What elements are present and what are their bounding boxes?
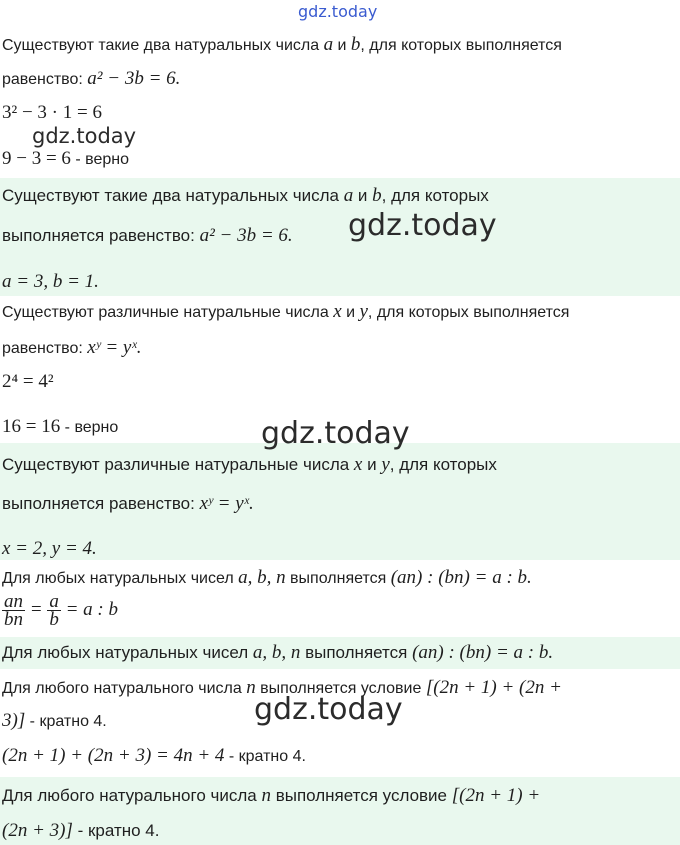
text: выполняется (300, 643, 413, 662)
math-equation: 16 = 16 (2, 416, 61, 437)
math-equation: (an) : (bn) = a : b. (412, 642, 554, 663)
text-line (2, 226, 293, 246)
text-line (2, 35, 562, 56)
math-var: b (372, 185, 382, 206)
watermark: gdz.today (261, 416, 410, 451)
math-var: b (350, 34, 361, 55)
text-line (2, 568, 532, 589)
text: Существуют различные натуральные числа (2, 304, 334, 321)
text: и (333, 37, 351, 54)
text: Для любых натуральных чисел (2, 570, 239, 587)
watermark-top: gdz.today (298, 2, 378, 21)
math-equation: (2n + 1) + (2n + 3) = 4n + 4 (2, 745, 225, 766)
watermark: gdz.today (348, 208, 497, 243)
math-line: 3² − 3 · 1 = 6 (2, 102, 102, 123)
text: - кратно 4. (25, 713, 107, 730)
math-var: a, b, n (238, 567, 286, 588)
text-line (2, 494, 254, 514)
text: Для любого натурального числа (2, 680, 247, 697)
text: Существуют различные натуральные числа (2, 455, 354, 474)
text-line (2, 746, 306, 767)
fraction-numerator: an (4, 591, 23, 613)
math-equation: 9 − 3 = 6 (2, 148, 71, 169)
math-equation: 3)] (2, 710, 26, 731)
fraction-numerator: a (49, 591, 59, 613)
math-var: a, b, n (252, 642, 301, 663)
math-var: y (359, 301, 368, 322)
text: Для любого натурального числа (2, 786, 262, 805)
math-line: a = 3, b = 1. (2, 271, 99, 292)
math-var: a (323, 34, 334, 55)
watermark: gdz.today (254, 692, 403, 727)
math-line: x = 2, y = 4. (2, 538, 97, 559)
text-line (2, 643, 553, 663)
watermark: gdz.today (32, 124, 137, 148)
text-line (2, 821, 160, 841)
text: Существуют такие два натуральных числа (2, 37, 324, 54)
math-equation: [(2n + 1) + (2n + (425, 677, 562, 698)
text: - верно (70, 151, 130, 168)
text-line (2, 711, 107, 732)
fraction (2, 591, 25, 631)
fraction-denominator: b (49, 609, 59, 631)
fraction (47, 591, 61, 631)
text: - верно (60, 419, 119, 436)
math-equation: xʸ = yˣ. (199, 493, 254, 514)
text: и (341, 304, 360, 321)
math-line: 2⁴ = 4² (2, 371, 54, 392)
text-line (2, 455, 497, 475)
text: выполняется (285, 570, 391, 587)
math-var: y (381, 454, 390, 475)
math-equation: [(2n + 1) + (451, 785, 541, 806)
text: выполняется условие (255, 680, 426, 697)
text-line (2, 186, 489, 206)
text-line (2, 149, 129, 170)
text: Для любых натуральных чисел (2, 643, 253, 662)
text: и (362, 455, 382, 474)
math-var: n (246, 677, 256, 698)
text: , для которых (381, 186, 489, 205)
math-equation: = a : b (60, 599, 118, 620)
text: - кратно 4. (72, 821, 160, 840)
text: , для которых выполняется (360, 37, 562, 54)
text: , для которых (389, 455, 497, 474)
math-equation: (2n + 3)] (2, 820, 73, 841)
math-equation: a² − 3b = 6. (87, 68, 181, 89)
text: выполняется условие (270, 786, 452, 805)
text: , для которых выполняется (367, 304, 570, 321)
equals-sign: = (29, 599, 48, 620)
text-line (2, 338, 141, 359)
text: Существуют такие два натуральных числа (2, 186, 344, 205)
text: - кратно 4. (224, 748, 306, 765)
text: и (353, 186, 373, 205)
math-equation: a² − 3b = 6. (199, 225, 293, 246)
text-line (2, 302, 569, 323)
text-line (2, 417, 118, 438)
text: равенство: (2, 340, 88, 357)
text-line (2, 786, 540, 806)
math-var: x (353, 454, 363, 475)
fraction-line (2, 591, 118, 631)
text: выполняется равенство: (2, 494, 200, 513)
text: равенство: (2, 71, 88, 88)
fraction-denominator: bn (4, 609, 23, 631)
math-var: a (343, 185, 354, 206)
math-var: n (261, 785, 271, 806)
math-equation: (an) : (bn) = a : b. (390, 567, 532, 588)
math-var: x (333, 301, 342, 322)
text-line (2, 678, 562, 699)
text: выполняется равенство: (2, 226, 200, 245)
math-equation: xʸ = yˣ. (87, 337, 142, 358)
text-line (2, 69, 180, 90)
